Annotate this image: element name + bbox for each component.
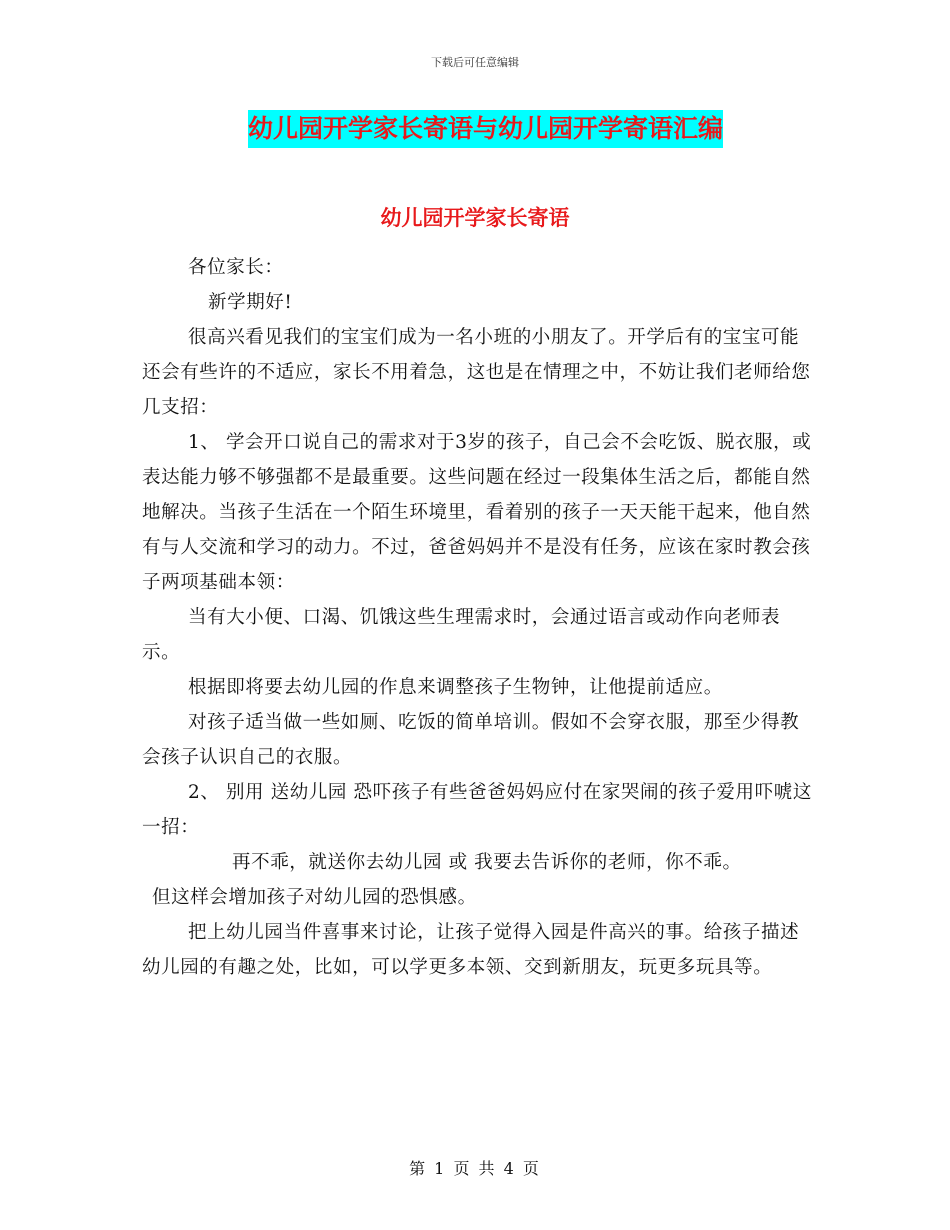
paragraph-skill-2: 根据即将要去幼儿园的作息来调整孩子生物钟，让他提前适应。	[188, 677, 723, 698]
document-body	[142, 250, 812, 985]
paragraph-intro: 很高兴看见我们的宝宝们成为一名小班的小朋友了。开学后有的宝宝可能还会有些许的不适应，家长不用着急，这也是在情理之中，不妨让我们老师给您几支招：	[142, 327, 811, 418]
document-main-title: 幼儿园开学家长寄语与幼儿园开学寄语汇编	[248, 110, 723, 148]
section-title: 幼儿园开学家长寄语	[380, 206, 570, 230]
paragraph-greeting: 各位家长：	[188, 257, 284, 278]
paragraph-tip-1: 1、 学会开口说自己的需求对于3岁的孩子，自己会不会吃饭、脱衣服，或表达能力够不够强都不是最重要。这些问题在经过一段集体生活之后，都能自然地解决。当孩子生活在一个陌生环境里，看着别的孩子一天天能干起来，他自然有与人交流和学习的动力。不过，爸爸妈妈并不是没有任务，应该在家时教会孩子两项基础本领：	[142, 432, 812, 593]
paragraph-tip-2: 2、 别用 送幼儿园 恐吓孩子有些爸爸妈妈应付在家哭闹的孩子爱用吓唬这一招：	[142, 782, 812, 838]
paragraph-threat-quote: 再不乖，就送你去幼儿园 或 我要去告诉你的老师，你不乖。	[232, 852, 742, 873]
paragraph-positive-advice: 把上幼儿园当件喜事来讨论，让孩子觉得入园是件高兴的事。给孩子描述幼儿园的有趣之处，比如，可以学更多本领、交到新朋友，玩更多玩具等。	[142, 922, 800, 978]
paragraph-skill-1: 当有大小便、口渴、饥饿这些生理需求时，会通过语言或动作向老师表示。	[142, 607, 781, 663]
paragraph-hello: 新学期好!	[208, 292, 293, 313]
header-note: 下载后可任意编辑	[431, 56, 519, 69]
paragraph-fear-note: 但这样会增加孩子对幼儿园的恐惧感。	[152, 887, 477, 908]
page-footer: 第 1 页 共 4 页	[409, 1159, 541, 1178]
paragraph-skill-3: 对孩子适当做一些如厕、吃饭的简单培训。假如不会穿衣服，那至少得教会孩子认识自己的衣服。	[142, 712, 800, 768]
